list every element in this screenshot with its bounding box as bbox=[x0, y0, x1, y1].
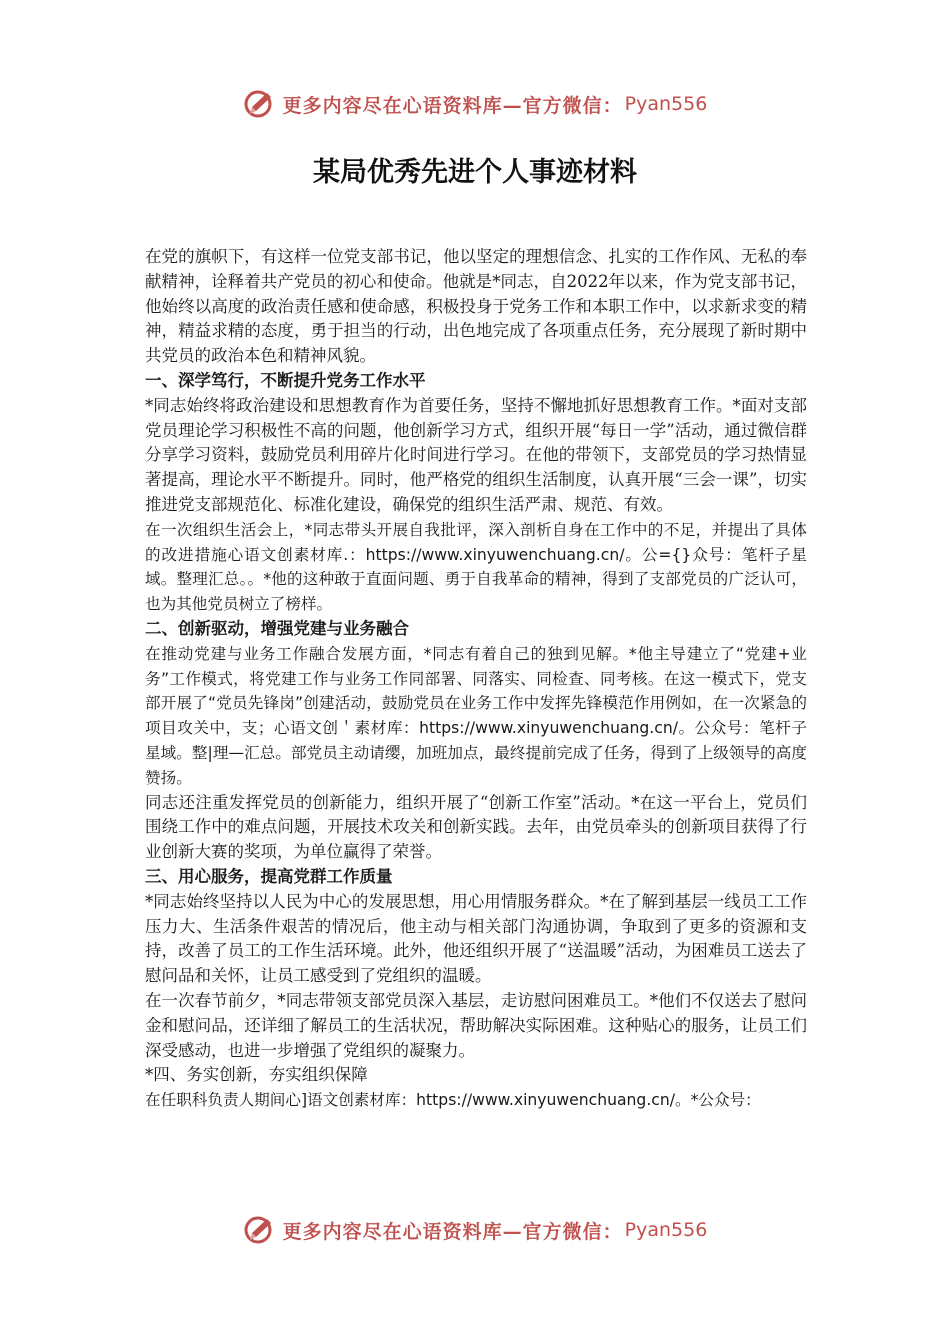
section-4-heading: *四、务实创新，夯实组织保障 bbox=[145, 1065, 368, 1085]
watermark-banner-bottom bbox=[0, 1210, 950, 1250]
section-2-paragraph-1: 在推动党建与业务工作融合发展方面，*同志有着自己的独到见解。*他主导建立了“党建+业务”工作模式，将党建工作与业务工作同部署、同落实、同检查、同考核。在这一模式下，党支部开展了“党员先锋岗”创建活动，鼓励党员在业务工作中发挥先锋模范作用例如，在一次紧急的项目攻关中，支；心语文创＇素材库：https://www.xinyuwenchuang.cn/。公众号：笔杆子星域。整|理—汇总。部党员主动请缨，加班加点，最终提前完成了任务，得到了上级领导的高度赞扬。 bbox=[145, 644, 807, 787]
banner-wechat-id: Pyan556 bbox=[624, 93, 708, 115]
section-2-paragraph-2: 同志还注重发挥党员的创新能力，组织开展了“创新工作室”活动。*在这一平台上，党员们围绕工作中的难点问题，开展技术攻关和创新实践。去年，由党员牵头的创新项目获得了行业创新大赛的奖项，为单位赢得了荣誉。 bbox=[145, 792, 807, 862]
banner-text: 更多内容尽在心语资料库—官方微信： bbox=[282, 94, 623, 117]
section-1-paragraph-2: 在一次组织生活会上，*同志带头开展自我批评，深入剖析自身在工作中的不足，并提出了具体的改进措施心语文创素材库.：https://www.xinyuwenchuang.cn/。公={}众号：笔杆子星域。整理汇总。。*他的这种敢于直面问题、勇于自我革命的精神，得到了支部党员的广泛认可，也为其他党员树立了榜样。 bbox=[145, 520, 807, 614]
section-2-heading: 二、创新驱动，增强党建与业务融合 bbox=[145, 618, 409, 638]
pen-logo-icon bbox=[243, 1213, 277, 1247]
section-3-paragraph-2: 在一次春节前夕，*同志带领支部党员深入基层，走访慰问困难员工。*他们不仅送去了慰问金和慰问品，还详细了解员工的生活状况，帮助解决实际困难。这种贴心的服务，让员工们深受感动，也进一步增强了党组织的凝聚力。 bbox=[145, 990, 807, 1060]
document-title: 某局优秀先进个人事迹材料 bbox=[313, 157, 637, 188]
pen-logo-icon bbox=[243, 87, 277, 121]
section-1-heading: 一、深学笃行，不断提升党务工作水平 bbox=[145, 370, 426, 390]
banner-text: 更多内容尽在心语资料库—官方微信： bbox=[282, 1220, 623, 1243]
intro-paragraph: 在党的旗帜下，有这样一位党支部书记，他以坚定的理想信念、扎实的工作作风、无私的奉献精神，诠释着共产党员的初心和使命。他就是*同志，自2022年以来，作为党支部书记，他始终以高度的政治责任感和使命感，积极投身于党务工作和本职工作中，以求新求变的精神，精益求精的态度，勇于担当的行动，出色地完成了各项重点任务，充分展现了新时期中共党员的政治本色和精神风貌。 bbox=[145, 247, 807, 366]
watermark-banner-top bbox=[0, 84, 950, 124]
section-3-heading: 三、用心服务，提高党群工作质量 bbox=[145, 866, 393, 886]
document-body bbox=[145, 245, 807, 1113]
banner-wechat-id: Pyan556 bbox=[624, 1219, 708, 1241]
section-4-paragraph-1: 在任职科负责人期间心]语文创素材库：https://www.xinyuwenchuang.cn/。*公众号： bbox=[145, 1091, 761, 1110]
section-1-paragraph-1: *同志始终将政治建设和思想教育作为首要任务，坚持不懈地抓好思想教育工作。*面对支部党员理论学习积极性不高的问题，他创新学习方式，组织开展“每日一学”活动，通过微信群分享学习资料，鼓励党员利用碎片化时间进行学习。在他的带领下，支部党员的学习热情显著提高，理论水平不断提升。同时，他严格党的组织生活制度，认真开展“三会一课”，切实推进党支部规范化、标准化建设，确保党的组织生活严肃、规范、有效。 bbox=[145, 395, 807, 514]
section-3-paragraph-1: *同志始终坚持以人民为中心的发展思想，用心用情服务群众。*在了解到基层一线员工工作压力大、生活条件艰苦的情况后，他主动与相关部门沟通协调，争取到了更多的资源和支持，改善了员工的工作生活环境。此外，他还组织开展了“送温暖”活动，为困难员工送去了慰问品和关怀，让员工感受到了党组织的温暖。 bbox=[145, 891, 807, 986]
